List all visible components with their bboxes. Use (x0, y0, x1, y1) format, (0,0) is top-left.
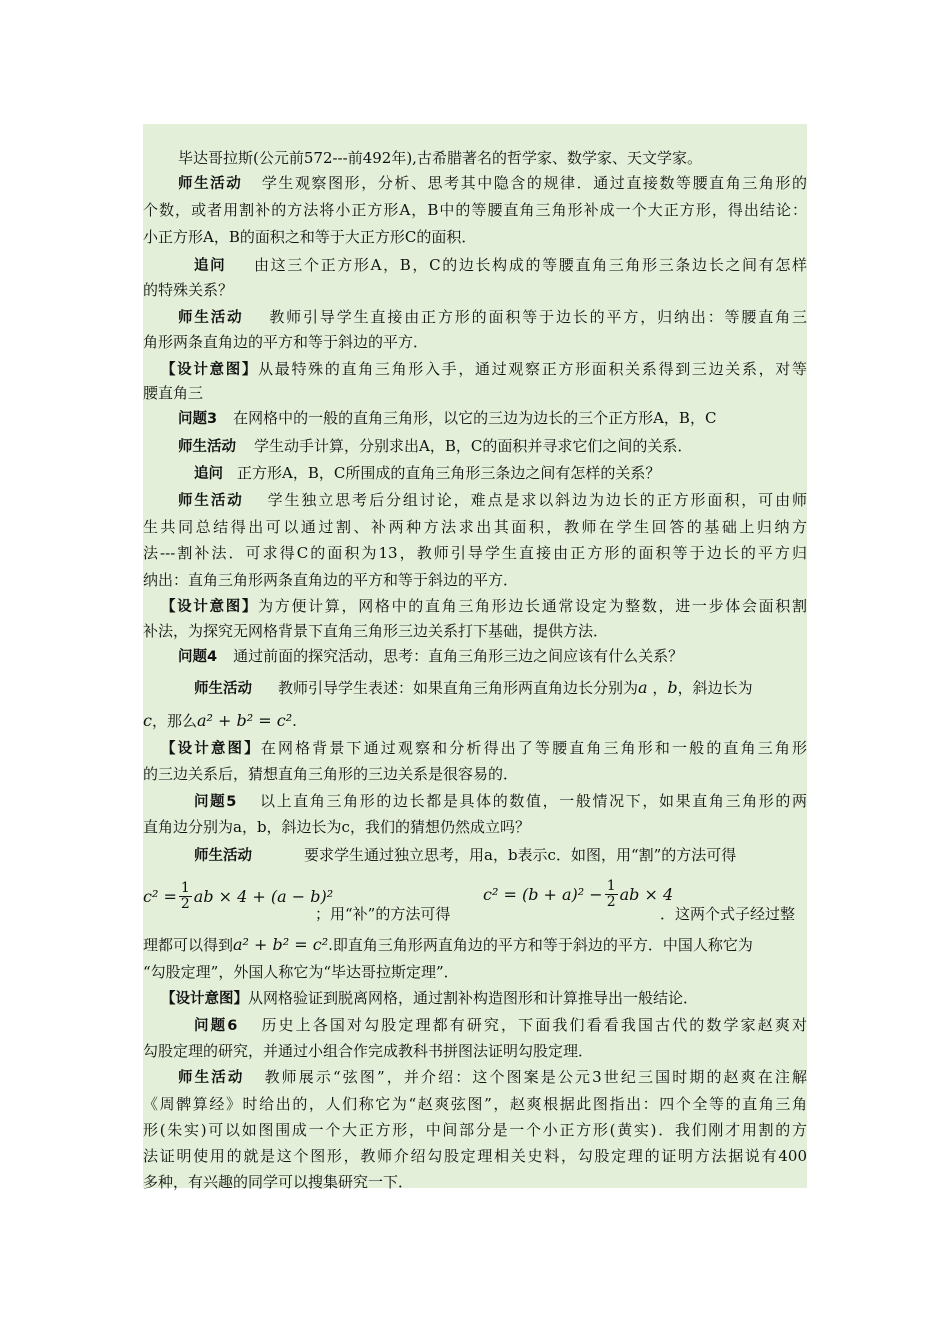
paragraph-line (143, 1094, 807, 1115)
paragraph-line (143, 227, 807, 248)
paragraph-design-intent-3 (143, 738, 807, 760)
text: 勾股定理的研究，并通过小组合作完成教科书拼图法证明勾股定理． (143, 1042, 594, 1060)
text: 直角边分别为a，b，斜边长为c，我们的猜想仍然成立吗？ (143, 818, 530, 836)
text: .即直角三角形两直角边的平方和等于斜边的平方．中国人称它为 (328, 936, 753, 954)
text: 纳出：直角三角形两条直角边的平方和等于斜边的平方． (143, 571, 519, 589)
formula-part: ab × 4 + (a − b)² (193, 886, 334, 906)
text: 小正方形A，B的面积之和等于大正方形C的面积． (143, 228, 477, 246)
paragraph-question-5 (143, 791, 807, 813)
math-c: c (143, 711, 152, 730)
text: 学生动手计算，分别求出A，B，C的面积并寻求它们之间的关系． (254, 437, 693, 455)
label-follow-up: 追问 (194, 466, 223, 482)
paragraph-line (143, 543, 807, 564)
math-b: b (667, 678, 678, 697)
text: 在网格背景下通过观察和分析得出了等腰直角三角形和一般的直角三角形 (260, 739, 807, 757)
paragraph-question-4 (143, 646, 842, 668)
denominator: 2 (180, 895, 190, 912)
label-design-intent: 【设计意图】 (161, 362, 259, 378)
text: 从最特殊的直角三角形入手，通过观察正方形面积关系得到三边关系，对等 (258, 360, 807, 378)
text: 通过前面的探究活动，思考：直角三角形三边之间应该有什么关系？ (233, 647, 684, 665)
paragraph-pythagoras-intro (143, 148, 842, 169)
paragraph-activity-6 (143, 845, 858, 867)
paragraph-activity-2 (143, 307, 807, 329)
paragraph-activity-1 (143, 173, 807, 195)
paragraph-activity-3 (143, 436, 842, 458)
paragraph-design-intent-4 (143, 988, 825, 1010)
label-activity: 师生活动 (178, 493, 244, 509)
text: ，那么 (151, 712, 197, 730)
text: 多种，有兴趣的同学可以搜集研究一下． (143, 1173, 414, 1191)
text: 角形两条直角边的平方和等于斜边的平方． (143, 333, 429, 351)
label-activity: 师生活动 (194, 681, 252, 697)
paragraph-line (143, 934, 807, 956)
paragraph-question-6 (143, 1015, 807, 1037)
paragraph-line (143, 1041, 807, 1062)
paragraph-design-intent-2 (143, 596, 807, 618)
paragraph-line (143, 517, 807, 538)
document-page (143, 124, 808, 1191)
label-activity: 师生活动 (178, 310, 244, 326)
text: 生共同总结得出可以通过割、补两种方法求出其面积，教师在学生回答的基础上归纳方 (143, 518, 807, 536)
label-follow-up: 追问 (194, 258, 227, 274)
paragraph-activity-5: 师生活动 教师引导学生表述：如果直角三角形两直角边长分别为a ，b，斜边长为 (194, 678, 753, 697)
formula-part: c² = (143, 886, 177, 906)
label-activity: 师生活动 (178, 1070, 245, 1086)
text: 在网格中的一般的直角三角形，以它的三边为边长的三个正方形A，B，C (233, 409, 717, 427)
paragraph-line (143, 383, 807, 404)
text: 个数，或者用割补的方法将小正方形A，B中的等腰直角三角形补成一个大正方形，得出结论： (143, 201, 807, 219)
formula-pythagorean: a² + b² = c² (233, 935, 329, 954)
paragraph-line (143, 764, 807, 785)
text: 的三边关系后，猜想直角三角形的三边关系是很容易的． (143, 765, 519, 783)
paragraph-line (143, 1146, 807, 1167)
paragraph-line (143, 1172, 807, 1193)
label-design-intent: 【设计意图】 (161, 599, 259, 615)
text: ；用“补”的方法可得 (315, 905, 451, 923)
paragraph-line (143, 621, 807, 642)
paragraph-line (143, 570, 807, 591)
paragraph-follow-up-1 (143, 255, 807, 277)
text: 毕达哥拉斯(公元前572---前492年),古希腊著名的哲学家、数学家、天文学家。 (178, 149, 702, 167)
text: 以上直角三角形的边长都是具体的数值，一般情况下，如果直角三角形的两 (258, 792, 807, 810)
label-question: 问题4 (178, 649, 218, 665)
paragraph-line (143, 1120, 807, 1141)
text: 腰直角三 (143, 384, 204, 402)
text: 历史上各国对勾股定理都有研究，下面我们看看我国古代的数学家赵爽对 (259, 1016, 807, 1034)
paragraph-line (143, 962, 807, 983)
label-activity: 师生活动 (178, 439, 236, 455)
text: 《周髀算经》时给出的，人们称它为“赵爽弦图”，赵爽根据此图指出：四个全等的直角三角 (143, 1095, 807, 1113)
paragraph-line (143, 280, 807, 301)
label-question: 问题6 (194, 1018, 238, 1034)
formula-patch-method (483, 874, 673, 914)
label-question: 问题3 (178, 411, 218, 427)
label-activity: 师生活动 (178, 176, 243, 192)
text: 理都可以得到 (143, 936, 234, 954)
denominator: 2 (606, 893, 616, 910)
paragraph-line: c，那么a² + b² = c². (143, 711, 297, 730)
text: 形(朱实)可以如图围成一个大正方形，中间部分是一个小正方形(黄实)．我们刚才用割的方 (143, 1121, 807, 1139)
paragraph-line (143, 332, 807, 353)
paragraph-activity-7 (143, 1067, 807, 1089)
math-a: a (638, 678, 648, 697)
text: 学生独立思考后分组讨论，难点是求以斜边为边长的正方形面积，可由师 (265, 491, 807, 509)
label-design-intent: 【设计意图】 (161, 991, 248, 1007)
paragraph-question-3 (143, 408, 842, 430)
text: ，斜边长为 (677, 679, 753, 697)
label-design-intent: 【设计意图】 (161, 741, 261, 757)
formula-pythagorean: a² + b² = c² (196, 711, 293, 730)
text: 教师展示“弦图”，并介绍：这个图案是公元3世纪三国时期的赵爽在注解 (262, 1068, 808, 1086)
label-question: 问题5 (194, 794, 237, 810)
text: ．这两个式子经过整 (660, 905, 796, 923)
text: 由这三个正方形A，B，C的边长构成的等腰直角三角形三条边长之间有怎样 (252, 256, 808, 274)
text: “勾股定理”，外国人称它为“毕达哥拉斯定理”． (143, 963, 459, 981)
paragraph-line (660, 904, 807, 925)
text: 为方便计算，网格中的直角三角形边长通常设定为整数，进一步体会面积割 (258, 597, 807, 615)
formula-part: c² = (b + a)² − (483, 884, 603, 904)
text: 教师引导学生直接由正方形的面积等于边长的平方，归纳出：等腰直角三 (267, 308, 807, 326)
fraction-half (605, 879, 618, 910)
paragraph-design-intent-1 (143, 359, 807, 381)
numerator: 1 (180, 879, 190, 896)
paragraph-line (143, 200, 807, 221)
text: 学生观察图形，分析、思考其中隐含的规律．通过直接数等腰直角三角形的 (260, 174, 808, 192)
text: 要求学生通过独立思考，用a，b表示c．如图，用“割”的方法可得 (304, 846, 737, 864)
numerator: 1 (606, 877, 616, 894)
text: 的特殊关系？ (143, 281, 234, 299)
text: 正方形A，B，C所围成的直角三角形三条边之间有怎样的关系？ (237, 464, 661, 482)
text: 补法，为探究无网格背景下直角三角形三边关系打下基础，提供方法． (143, 622, 609, 640)
text: 从网格验证到脱离网格，通过割补构造图形和计算推导出一般结论． (248, 989, 699, 1007)
paragraph-line (143, 817, 807, 838)
text: 教师引导学生表述：如果直角三角形两直角边长分别为 (278, 679, 639, 697)
text: 法证明使用的就是这个图形，教师介绍勾股定理相关史料，勾股定理的证明方法据说有400 (143, 1147, 807, 1165)
label-activity: 师生活动 (194, 848, 252, 864)
formula-part: ab × 4 (619, 884, 674, 904)
fraction-half (179, 881, 192, 912)
paragraph-activity-4 (143, 490, 807, 512)
paragraph-follow-up-2 (143, 463, 858, 485)
text: 法---割补法．可求得C的面积为13，教师引导学生直接由正方形的面积等于边长的平方归 (143, 544, 807, 562)
